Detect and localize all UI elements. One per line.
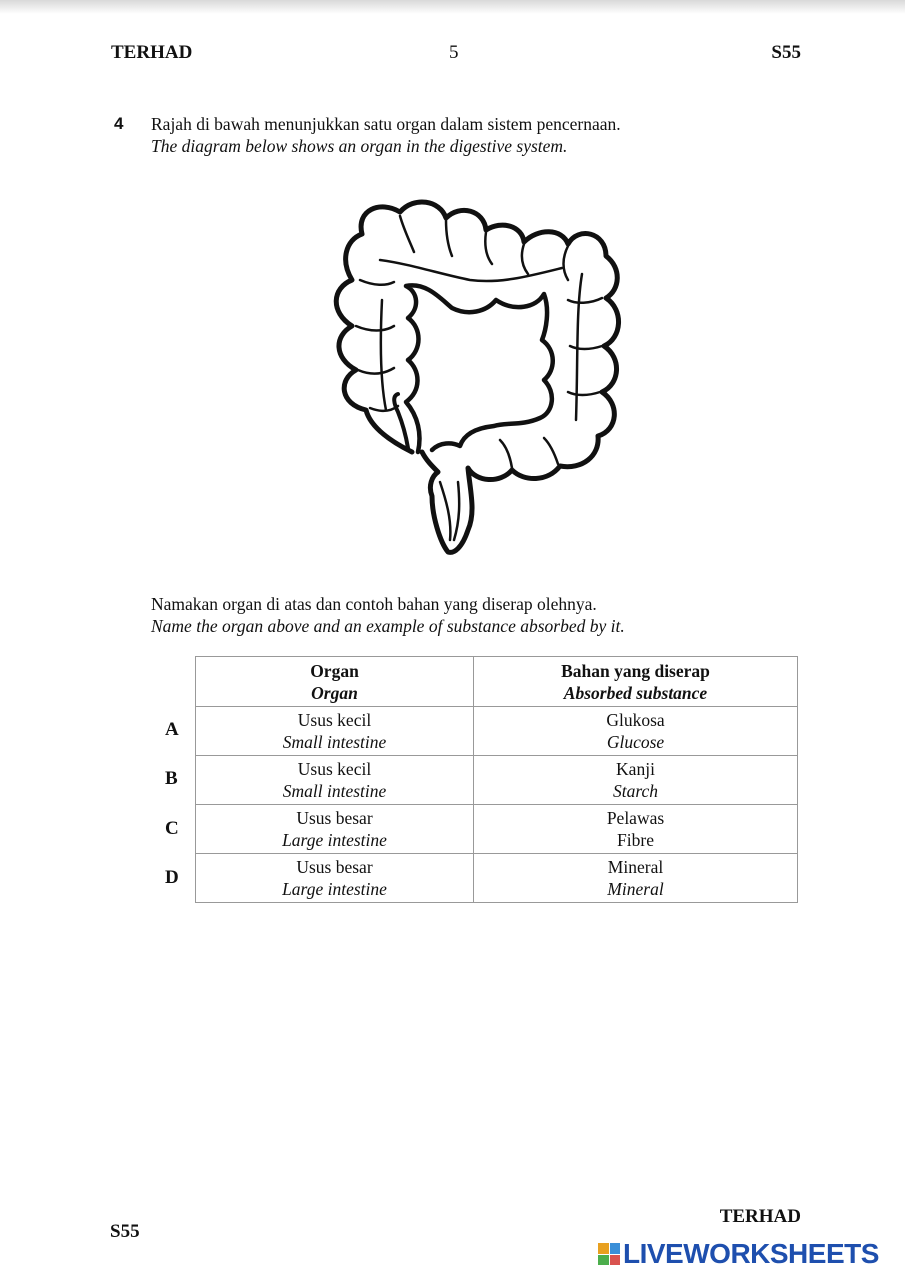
substance-english: Starch [612,781,659,801]
option-letter-d[interactable]: D [165,867,179,888]
liveworksheets-watermark [598,1238,879,1270]
organ-header-english: Organ [311,682,358,703]
question-prompt-english: Name the organ above and an example of substance absorbed by it. [151,616,625,636]
header-classification: TERHAD [111,42,193,63]
header-page-number: 5 [449,42,459,63]
substance-malay: Pelawas [606,808,665,828]
substance-header-malay: Bahan yang diserap [561,660,710,681]
option-letter-b[interactable]: B [165,768,178,789]
footer-classification: TERHAD [719,1206,801,1227]
watermark-text: LIVEWORKSHEETS [623,1238,879,1269]
substance-english: Fibre [617,830,654,850]
substance-malay: Mineral [607,857,664,877]
option-row-b[interactable] [196,756,798,805]
organ-english: Large intestine [282,830,387,850]
organ-english: Large intestine [282,879,387,899]
liveworksheets-logo-icon [598,1243,620,1265]
substance-english: Mineral [607,879,664,899]
organ-header [196,657,474,707]
substance-header-english: Absorbed substance [563,682,708,703]
large-intestine-diagram [300,190,630,570]
question-intro-english: The diagram below shows an organ in the digestive system. [151,136,568,156]
option-row-a[interactable] [196,707,798,756]
substance-malay: Kanji [616,759,655,779]
organ-malay: Usus kecil [297,710,372,730]
header-code: S55 [771,42,801,63]
table-header-row [196,657,798,707]
option-row-c[interactable] [196,805,798,854]
question-intro-malay: Rajah di bawah menunjukkan satu organ dalam sistem pencernaan. [151,114,621,134]
organ-malay: Usus kecil [297,759,372,779]
substance-english: Glucose [606,732,665,752]
organ-english: Small intestine [282,781,387,801]
organ-malay: Usus besar [296,857,373,877]
substance-header [474,657,798,707]
organ-malay: Usus besar [296,808,373,828]
footer-code: S55 [110,1221,140,1242]
top-shadow [0,0,905,14]
option-letter-a[interactable]: A [165,719,179,740]
organ-header-malay: Organ [310,660,359,681]
question-number: 4 [114,114,124,133]
question-prompt-malay: Namakan organ di atas dan contoh bahan yang diserap olehnya. [151,594,597,614]
option-row-d[interactable] [196,854,798,903]
substance-malay: Glukosa [606,710,665,730]
options-table [195,656,798,903]
organ-english: Small intestine [282,732,387,752]
option-letter-c[interactable]: C [165,818,179,839]
